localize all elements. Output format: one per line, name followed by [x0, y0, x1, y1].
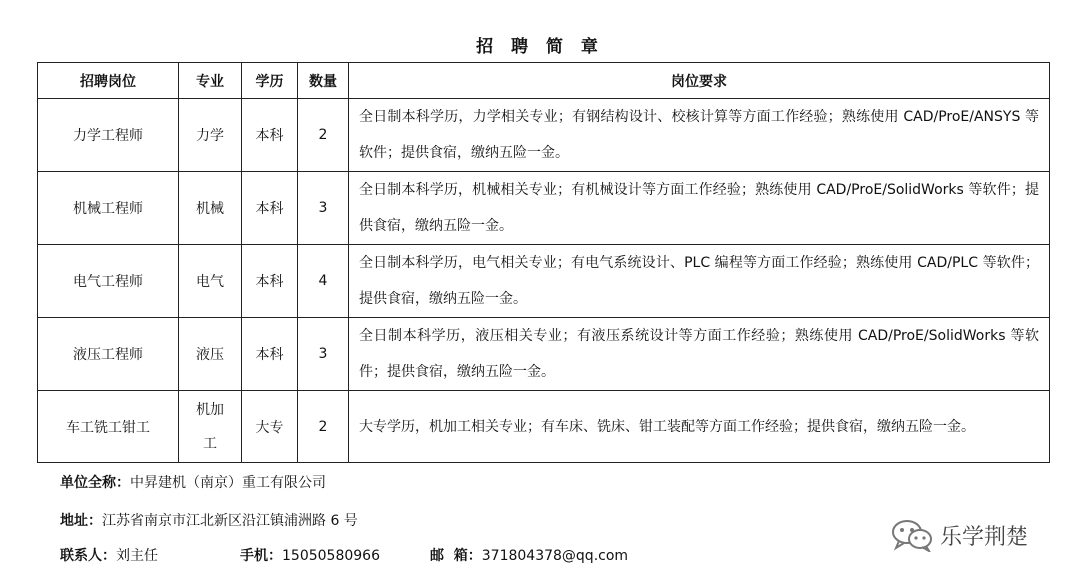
address-value: 江苏省南京市江北新区沿江镇浦洲路 6 号	[102, 513, 358, 529]
cell-requirement: 全日制本科学历，电气相关专业；有电气系统设计、PLC 编程等方面工作经验；熟练使用 CAD/PLC 等软件；提供食宿，缴纳五险一金。	[349, 245, 1050, 318]
watermark-text: 乐学荆楚	[940, 524, 1029, 550]
cell-position: 液压工程师	[38, 318, 179, 391]
cell-requirement: 全日制本科学历，液压相关专业；有液压系统设计等方面工作经验；熟练使用 CAD/ProE/SolidWorks 等软件；提供食宿，缴纳五险一金。	[349, 318, 1050, 391]
cell-education: 本科	[242, 245, 298, 318]
email-label: 邮 箱：	[430, 548, 482, 564]
cell-position: 力学工程师	[38, 99, 179, 172]
cell-count: 2	[298, 391, 349, 463]
address-label: 地址：	[60, 513, 102, 529]
header-position: 招聘岗位	[38, 63, 179, 99]
header-count: 数量	[298, 63, 349, 99]
contact-phone	[240, 545, 380, 565]
cell-count: 3	[298, 172, 349, 245]
cell-education: 本科	[242, 318, 298, 391]
recruitment-table	[37, 62, 1050, 463]
cell-requirement: 全日制本科学历，机械相关专业；有机械设计等方面工作经验；熟练使用 CAD/ProE/SolidWorks 等软件；提供食宿，缴纳五险一金。	[349, 172, 1050, 245]
header-major: 专业	[179, 63, 242, 99]
cell-count: 3	[298, 318, 349, 391]
wechat-icon	[890, 518, 934, 552]
cell-education: 大专	[242, 391, 298, 463]
cell-major: 电气	[179, 245, 242, 318]
page-title: 招 聘 简 章	[476, 37, 604, 57]
phone-number: 15050580966	[282, 548, 380, 564]
watermark-logo	[890, 518, 1028, 552]
cell-position: 电气工程师	[38, 245, 179, 318]
header-education: 学历	[242, 63, 298, 99]
email-address: 371804378@qq.com	[481, 548, 629, 564]
table-row	[38, 172, 1050, 245]
cell-requirement: 全日制本科学历，力学相关专业；有钢结构设计、校核计算等方面工作经验；熟练使用 CAD/ProE/ANSYS 等软件；提供食宿，缴纳五险一金。	[349, 99, 1050, 172]
address-line	[60, 510, 358, 530]
cell-count: 4	[298, 245, 349, 318]
company-line	[60, 472, 326, 492]
table-row	[38, 245, 1050, 318]
cell-major: 力学	[179, 99, 242, 172]
cell-major: 液压	[179, 318, 242, 391]
cell-education: 本科	[242, 172, 298, 245]
table-header-row	[38, 63, 1050, 99]
contact-email	[430, 545, 628, 565]
cell-count: 2	[298, 99, 349, 172]
cell-requirement: 大专学历，机加工相关专业；有车床、铣床、钳工装配等方面工作经验；提供食宿，缴纳五险一金。	[349, 391, 1050, 463]
table-row	[38, 318, 1050, 391]
cell-major: 机械	[179, 172, 242, 245]
contact-label: 联系人：	[60, 548, 116, 564]
table-row	[38, 391, 1050, 463]
phone-label: 手机：	[240, 548, 282, 564]
table-row	[38, 99, 1050, 172]
cell-major-line-2: 工	[203, 435, 217, 452]
company-label: 单位全称：	[60, 475, 130, 491]
cell-position: 车工铣工钳工	[38, 391, 179, 463]
cell-major-line-1: 机加	[196, 401, 224, 418]
cell-major	[179, 391, 242, 463]
contact-person	[60, 545, 158, 565]
cell-position: 机械工程师	[38, 172, 179, 245]
contact-name: 刘主任	[116, 548, 158, 564]
company-name: 中昇建机（南京）重工有限公司	[130, 475, 326, 491]
cell-education: 本科	[242, 99, 298, 172]
header-requirement: 岗位要求	[349, 63, 1050, 99]
